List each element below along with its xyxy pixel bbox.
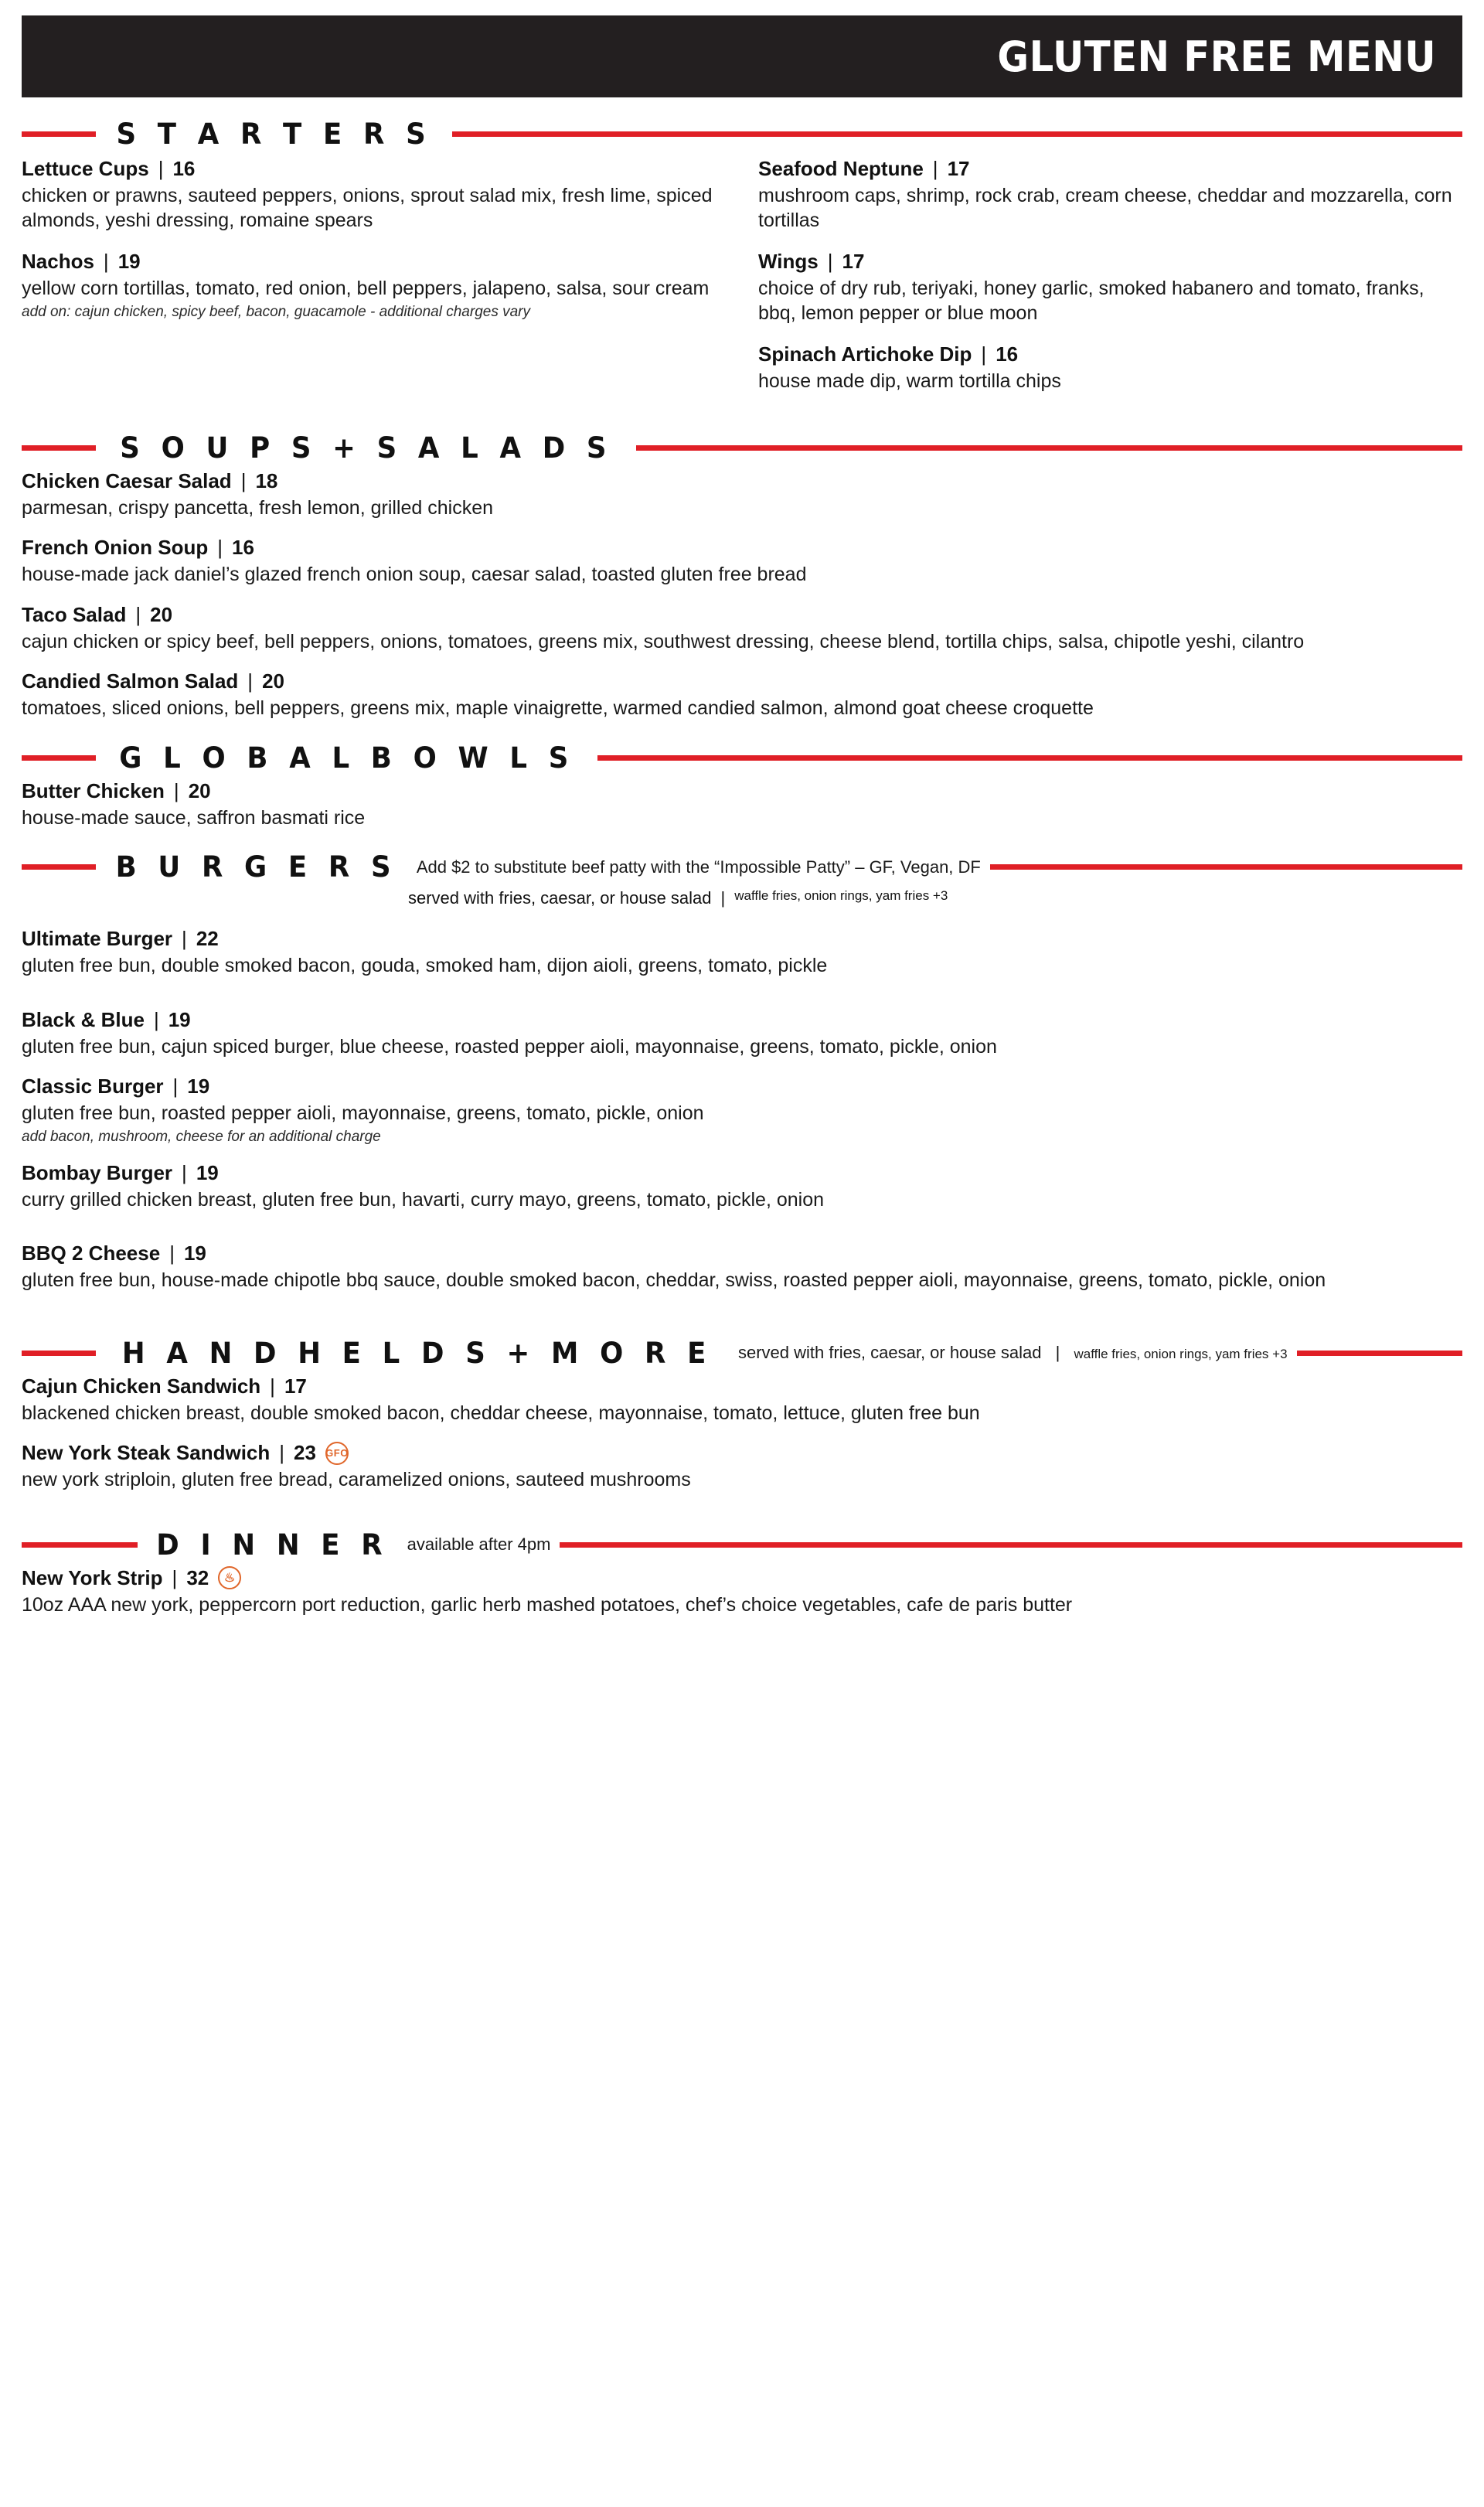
item-price: 20 bbox=[188, 778, 211, 802]
section-title-burgers: B U R G E R S bbox=[115, 850, 397, 884]
separator: | bbox=[217, 536, 223, 559]
item-name-row bbox=[22, 1441, 1462, 1465]
item-name-row bbox=[22, 1242, 1462, 1265]
item-name-row bbox=[758, 157, 1458, 181]
item-name-row bbox=[22, 603, 1462, 627]
burgers-note: Add $2 to substitute beef patty with the “Impossible Patty” – GF, Vegan, DF bbox=[416, 857, 981, 877]
item-price: 19 bbox=[183, 1242, 206, 1265]
menu-item bbox=[758, 157, 1458, 233]
menu-item bbox=[22, 1441, 1462, 1493]
item-name: Cajun Chicken Sandwich bbox=[22, 1374, 261, 1398]
item-price: 19 bbox=[196, 1160, 219, 1184]
menu-item bbox=[22, 603, 1462, 655]
item-description: tomatoes, sliced onions, bell peppers, greens mix, maple vinaigrette, warmed candied salmon, almond goat cheese croquette bbox=[22, 697, 1094, 719]
section-title-handhelds: H A N D H E L D S + M O R E bbox=[121, 1336, 713, 1370]
item-description: 10oz AAA new york, peppercorn port reduction, garlic herb mashed potatoes, chef’s choice vegetables, cafe de paris butter bbox=[22, 1593, 1073, 1616]
item-name: Black & Blue bbox=[22, 1007, 145, 1031]
menu-item bbox=[22, 1008, 1462, 1060]
rule-right bbox=[597, 755, 1462, 761]
rule-left bbox=[22, 864, 96, 870]
item-price: 19 bbox=[187, 1075, 210, 1098]
separator: | bbox=[135, 602, 141, 626]
item-description: chicken or prawns, sauteed peppers, onions, sprout salad mix, fresh lime, spiced almonds, yeshi dressing, romaine spears bbox=[22, 185, 713, 231]
dinner-items bbox=[22, 1566, 1462, 1618]
menu-item bbox=[22, 1075, 1462, 1146]
menu-item bbox=[758, 250, 1458, 325]
section-header-starters bbox=[22, 118, 1462, 151]
rule-right bbox=[560, 1542, 1462, 1548]
rule-left bbox=[22, 445, 96, 451]
section-header-soups-salads bbox=[22, 431, 1462, 465]
starters-left-column bbox=[22, 157, 721, 411]
item-description: gluten free bun, house-made chipotle bbq sauce, double smoked bacon, cheddar, swiss, roasted pepper aioli, mayonnaise, greens, tomato, pickle, onion bbox=[22, 1269, 1326, 1291]
item-name: BBQ 2 Cheese bbox=[22, 1242, 161, 1265]
burgers-subnote-text: served with fries, caesar, or house salad bbox=[408, 888, 712, 908]
rule-right bbox=[452, 131, 1462, 137]
item-description: new york striploin, gluten free bread, caramelized onions, sauteed mushrooms bbox=[22, 1469, 691, 1490]
item-name: Bombay Burger bbox=[22, 1160, 173, 1184]
separator: | bbox=[172, 1075, 179, 1098]
menu-page bbox=[0, 15, 1484, 2507]
item-description: cajun chicken or spicy beef, bell peppers, onions, tomatoes, greens mix, southwest dressing, cheese blend, tortilla chips, salsa, chipotle yeshi, cilantro bbox=[22, 630, 1305, 652]
item-name-row bbox=[758, 342, 1458, 366]
menu-item bbox=[758, 342, 1458, 394]
rule-right bbox=[990, 864, 1462, 870]
rule-left bbox=[22, 755, 96, 761]
handhelds-note-text: served with fries, caesar, or house salad bbox=[737, 1343, 1042, 1362]
rule-left bbox=[22, 1542, 138, 1548]
separator: | bbox=[173, 778, 179, 802]
starters-columns bbox=[22, 157, 1462, 411]
item-name-row bbox=[22, 927, 1462, 951]
handhelds-items bbox=[22, 1374, 1462, 1493]
separator: | bbox=[169, 1242, 175, 1265]
menu-item bbox=[22, 927, 1462, 979]
menu-item bbox=[22, 536, 1462, 588]
dinner-note: available after 4pm bbox=[407, 1535, 551, 1554]
item-name-row bbox=[22, 779, 1462, 803]
separator: | bbox=[827, 250, 833, 273]
menu-item bbox=[22, 469, 1462, 521]
item-price: 17 bbox=[947, 157, 970, 180]
menu-item bbox=[22, 250, 721, 321]
item-description: house made dip, warm tortilla chips bbox=[758, 370, 1061, 392]
item-price: 20 bbox=[150, 602, 173, 626]
item-note: add on: cajun chicken, spicy beef, bacon, guacamole - additional charges vary bbox=[22, 303, 531, 320]
section-title-soups-salads: S O U P S + S A L A D S bbox=[120, 431, 613, 465]
separator: | bbox=[158, 157, 164, 180]
spicy-flame-icon: ♨ bbox=[218, 1566, 241, 1589]
item-price: 23 bbox=[294, 1441, 316, 1464]
separator: | bbox=[270, 1374, 275, 1398]
item-name: Lettuce Cups bbox=[22, 157, 149, 180]
item-name: New York Strip bbox=[22, 1565, 163, 1589]
separator: | bbox=[172, 1565, 178, 1589]
item-name: New York Steak Sandwich bbox=[22, 1441, 271, 1464]
menu-item bbox=[22, 779, 1462, 831]
separator: | bbox=[932, 157, 938, 180]
soups-salads-items bbox=[22, 469, 1462, 721]
item-description: house-made jack daniel’s glazed french onion soup, caesar salad, toasted gluten free bread bbox=[22, 564, 807, 585]
section-header-global-bowls bbox=[22, 741, 1462, 775]
separator: | bbox=[240, 468, 247, 492]
item-price: 20 bbox=[262, 669, 284, 693]
item-name-row bbox=[22, 469, 1462, 493]
page-title: GLUTEN FREE MENU bbox=[997, 32, 1436, 81]
item-name-row bbox=[22, 1566, 1462, 1590]
item-price: 17 bbox=[284, 1374, 307, 1398]
menu-item bbox=[22, 1242, 1462, 1293]
separator: | bbox=[279, 1441, 285, 1464]
menu-item bbox=[22, 1374, 1462, 1426]
section-title-global-bowls: G L O B A L B O W L S bbox=[119, 741, 575, 775]
item-price: 19 bbox=[168, 1007, 191, 1031]
item-name: Spinach Artichoke Dip bbox=[758, 342, 972, 366]
separator: | bbox=[182, 1160, 187, 1184]
item-name: Candied Salmon Salad bbox=[22, 669, 239, 693]
handhelds-note-small: waffle fries, onion rings, yam fries +3 bbox=[1074, 1347, 1288, 1361]
item-name: Chicken Caesar Salad bbox=[22, 468, 232, 492]
global-bowls-items bbox=[22, 779, 1462, 831]
menu-item bbox=[22, 1161, 1462, 1213]
item-name-row bbox=[22, 1374, 1462, 1398]
item-name: French Onion Soup bbox=[22, 536, 209, 559]
item-name: Taco Salad bbox=[22, 602, 127, 626]
separator: | bbox=[182, 927, 187, 950]
item-description: house-made sauce, saffron basmati rice bbox=[22, 806, 366, 829]
rule-left bbox=[22, 131, 96, 137]
section-title-starters: S T A R T E R S bbox=[116, 118, 432, 151]
separator: | bbox=[1055, 1343, 1060, 1362]
handhelds-note bbox=[738, 1343, 1297, 1363]
menu-header bbox=[22, 15, 1462, 97]
section-header-dinner bbox=[22, 1528, 1462, 1562]
separator: | bbox=[720, 888, 726, 908]
menu-item bbox=[22, 669, 1462, 721]
burgers-items bbox=[22, 913, 1462, 1293]
item-description: curry grilled chicken breast, gluten free bun, havarti, curry mayo, greens, tomato, pickle, onion bbox=[22, 1188, 825, 1211]
item-description: mushroom caps, shrimp, rock crab, cream cheese, cheddar and mozzarella, corn tortillas bbox=[758, 185, 1452, 231]
item-name-row bbox=[22, 1075, 1462, 1099]
burgers-subnote bbox=[22, 888, 1462, 908]
item-name-row bbox=[22, 536, 1462, 560]
separator: | bbox=[153, 1007, 159, 1031]
item-name: Seafood Neptune bbox=[758, 157, 924, 180]
item-price: 18 bbox=[255, 468, 278, 492]
separator: | bbox=[247, 669, 254, 693]
menu-item bbox=[22, 1566, 1462, 1618]
section-header-handhelds bbox=[22, 1337, 1462, 1370]
rule-right bbox=[1297, 1351, 1462, 1356]
section-title-dinner: D I N N E R bbox=[156, 1528, 389, 1562]
item-name: Butter Chicken bbox=[22, 778, 165, 802]
burgers-subnote-small: waffle fries, onion rings, yam fries +3 bbox=[734, 888, 948, 903]
item-price: 19 bbox=[117, 250, 141, 273]
item-description: choice of dry rub, teriyaki, honey garlic, smoked habanero and tomato, franks, bbq, lemon pepper or blue moon bbox=[758, 278, 1424, 324]
item-price: 16 bbox=[172, 157, 196, 180]
item-description: gluten free bun, cajun spiced burger, blue cheese, roasted pepper aioli, mayonnaise, greens, tomato, pickle, onion bbox=[22, 1035, 997, 1058]
item-name-row bbox=[22, 669, 1462, 693]
item-name: Nachos bbox=[22, 250, 94, 273]
separator: | bbox=[103, 250, 109, 273]
item-price: 32 bbox=[186, 1565, 209, 1589]
menu-item bbox=[22, 157, 721, 233]
item-description: blackened chicken breast, double smoked bacon, cheddar cheese, mayonnaise, tomato, lettuce, gluten free bun bbox=[22, 1402, 980, 1424]
gluten-free-option-icon: GFO bbox=[325, 1442, 349, 1465]
item-price: 16 bbox=[996, 342, 1019, 366]
rule-left bbox=[22, 1351, 96, 1356]
rule-right bbox=[636, 445, 1462, 451]
starters-right-column bbox=[758, 157, 1458, 411]
item-price: 22 bbox=[196, 927, 219, 950]
item-description: gluten free bun, double smoked bacon, gouda, smoked ham, dijon aioli, greens, tomato, pickle bbox=[22, 955, 828, 976]
item-note: add bacon, mushroom, cheese for an additional charge bbox=[22, 1128, 381, 1145]
item-description: gluten free bun, roasted pepper aioli, mayonnaise, greens, tomato, pickle, onion bbox=[22, 1102, 704, 1124]
item-name-row bbox=[22, 157, 721, 181]
section-header-burgers bbox=[22, 850, 1462, 884]
item-description: yellow corn tortillas, tomato, red onion, bell peppers, jalapeno, salsa, sour cream bbox=[22, 278, 710, 299]
item-name: Wings bbox=[758, 250, 819, 273]
item-name-row bbox=[22, 1161, 1462, 1185]
item-name-row bbox=[22, 250, 721, 274]
item-name-row bbox=[758, 250, 1458, 274]
item-price: 17 bbox=[842, 250, 865, 273]
item-name-row bbox=[22, 1008, 1462, 1032]
item-name: Classic Burger bbox=[22, 1075, 164, 1098]
separator: | bbox=[981, 342, 987, 366]
item-name: Ultimate Burger bbox=[22, 927, 173, 950]
item-price: 16 bbox=[231, 536, 254, 559]
item-description: parmesan, crispy pancetta, fresh lemon, grilled chicken bbox=[22, 496, 494, 519]
